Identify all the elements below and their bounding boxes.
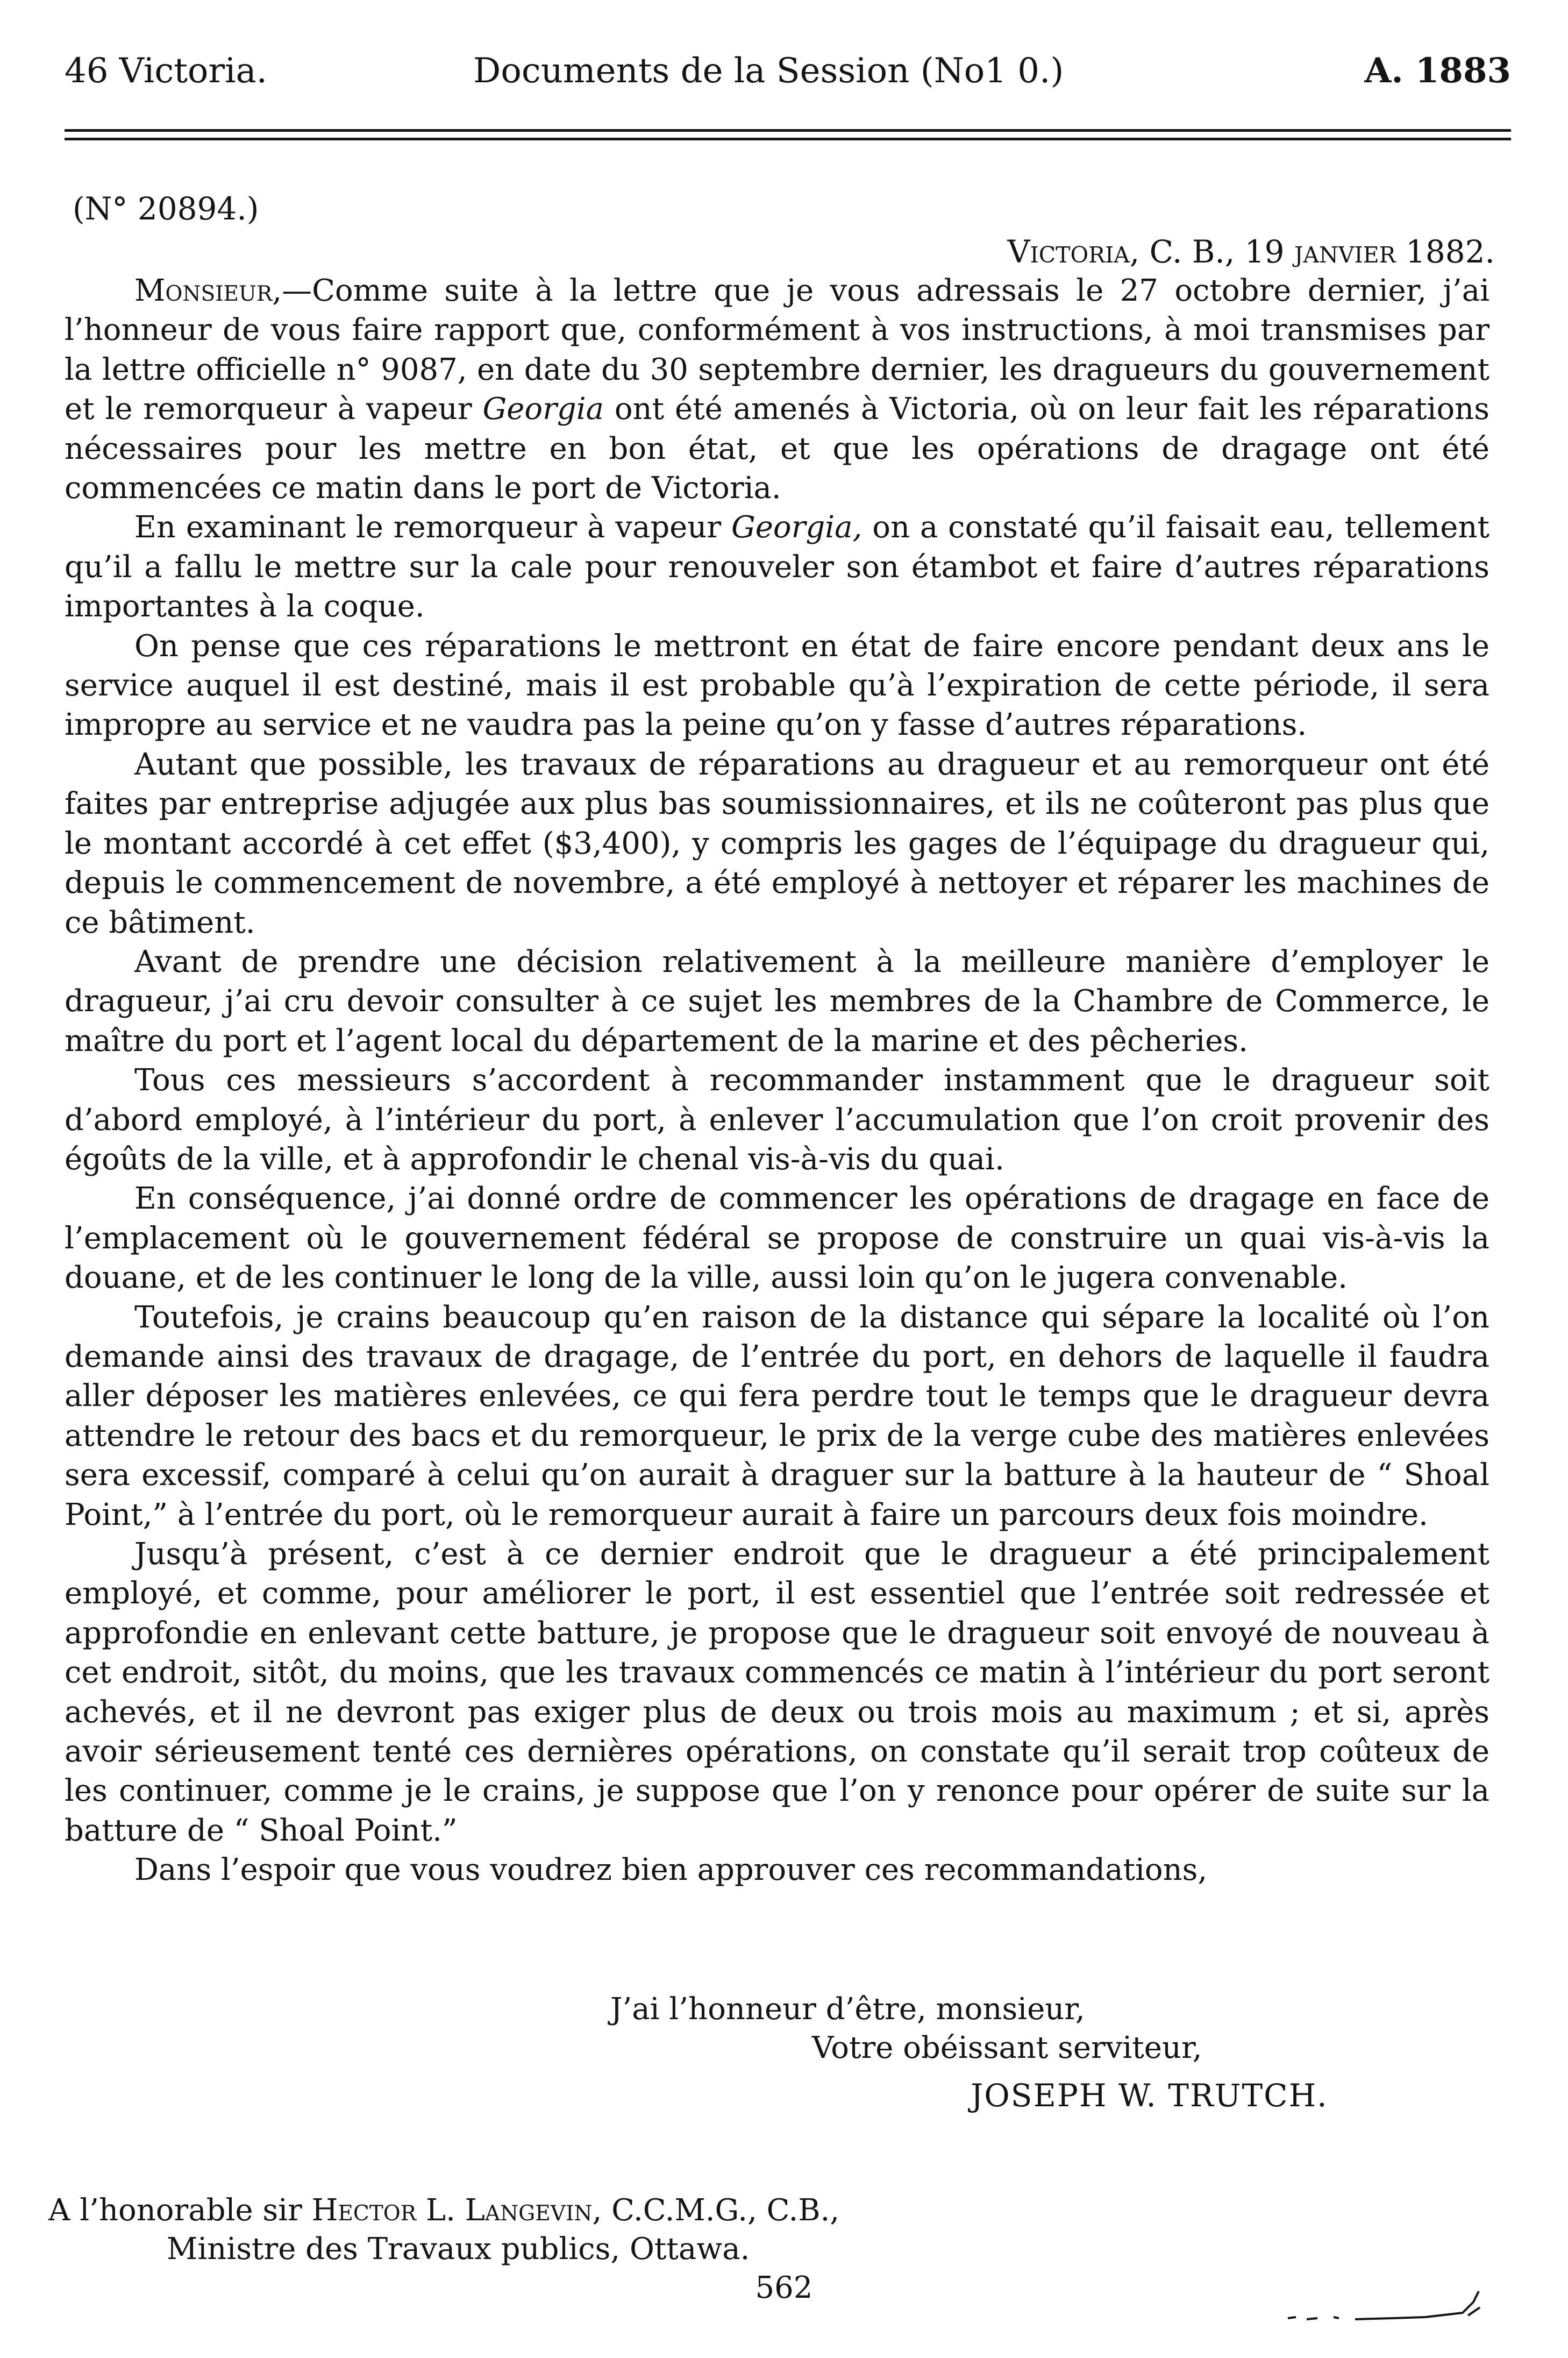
ink-scribble-mark <box>1285 2286 1489 2329</box>
paragraph-text: —Comme suite à la lettre que je vous adressais le 27 octobre dernier, j’ai l’honneur de vous faire rapport que, conformément à vos instructions, à moi transmises par la lettre officielle n° 9087, en date du 30 septembre dernier, les dragueurs du gouvernement et le remorqueur à vapeur <box>65 273 1489 427</box>
paragraph: En conséquence, j’ai donné ordre de commencer les opérations de dragage en face de l’emplacement où le gouvernement fédéral se propose de construire un quai vis-à-vis la douane, et de les continuer le long de la ville, aussi loin qu’on le jugera convenable. <box>65 1181 1489 1296</box>
letter-body <box>65 271 1489 1890</box>
paragraph: Jusqu’à présent, c’est à ce dernier endroit que le dragueur a été principalement employé, et comme, pour améliorer le port, il est essentiel que l’entrée soit redressée et approfondie en enlevant cette batture, je propose que le dragueur soit envoyé de nouveau à cet endroit, sitôt, du moins, que les travaux commencés ce matin à l’intérieur du port seront achevés, et il ne devront pas exiger plus de deux ou trois mois au maximum ; et si, après avoir sérieusement tenté ces dernières opérations, on constate qu’il serait trop coûteux de les continuer, comme je le crains, je suppose que l’on y renonce pour opérer de suite sur la batture de “ Shoal Point.” <box>65 1537 1489 1848</box>
header-volume: 46 Victoria. <box>65 51 267 91</box>
salutation: Monsieur, <box>134 273 282 308</box>
addressee-line <box>48 2191 839 2230</box>
addressee-suffix: , C.C.M.G., C.B., <box>592 2193 840 2228</box>
paragraph: Toutefois, je crains beaucoup qu’en raison de la distance qui sépare la localité où l’on demande ainsi des travaux de dragage, de l’entrée du port, en dehors de laquelle il faudra aller déposer les matières enlevées, ce qui fera perdre tout le temps que le dragueur devra attendre le retour des bacs et du remorqueur, le prix de la verge cube des matières enlevées sera excessif, comparé à celui qu’on aurait à draguer sur la batture à la hauteur de “ Shoal Point,” à l’entrée du port, où le remorqueur aurait à faire un parcours deux fois moindre. <box>65 1299 1489 1532</box>
paragraph: On pense que ces réparations le mettront en état de faire encore pendant deux ans le service auquel il est destiné, mais il est probable qu’à l’expiration de cette période, il sera impropre au service et ne vaudra pas la peine qu’on y fasse d’autres réparations. <box>65 628 1489 743</box>
paragraph-text: on a constaté qu’il faisait eau, tellement qu’il a fallu le mettre sur la cale pour renouveler son étambot et faire d’autres réparations importantes à la coque. <box>65 510 1489 624</box>
paragraph <box>65 508 1489 626</box>
paragraph: Dans l’espoir que vous voudrez bien approuver ces recommandations, <box>134 1852 1208 1888</box>
paragraph: Tous ces messieurs s’accordent à recommander instamment que le dragueur soit d’abord employé, à l’intérieur du port, à enlever l’accumulation que l’on croit provenir des égoûts de la ville, et à approfondir le chenal vis-à-vis du quai. <box>65 1063 1489 1177</box>
page-number: 562 <box>755 2270 813 2305</box>
closing-line: Votre obéissant serviteur, <box>812 2030 1202 2065</box>
dateline: Victoria, C. B., 19 janvier 1882. <box>1007 233 1495 270</box>
paragraph: Autant que possible, les travaux de réparations au dragueur et au remorqueur ont été faites par entreprise adjugée aux plus bas soumissionnaires, et ils ne coûteront pas plus que le montant accordé à cet effet ($3,400), y compris les gages de l’équipage du dragueur qui, depuis le commencement de novembre, a été employé à nettoyer et réparer les machines de ce bâtiment. <box>65 747 1489 940</box>
paragraph: Avant de prendre une décision relativement à la meilleure manière d’employer le dragueur, j’ai cru devoir consulter à ce sujet les membres de la Chambre de Commerce, le maître du port et l’agent local du département de la marine et des pêcheries. <box>65 944 1489 1059</box>
addressee-title: Ministre des Travaux publics, Ottawa. <box>167 2232 750 2267</box>
vessel-name: Georgia, <box>731 510 863 545</box>
header-rule-bottom <box>65 138 1511 140</box>
header-year: A. 1883 <box>1364 51 1511 91</box>
vessel-name: Georgia <box>482 392 604 427</box>
paragraph <box>65 271 1489 508</box>
paragraph-text: En examinant le remorqueur à vapeur <box>134 510 722 545</box>
header-rule-top <box>65 129 1511 132</box>
header-title: Documents de la Session (No1 0.) <box>473 51 1064 91</box>
addressee-prefix: A l’honorable sir <box>48 2193 312 2228</box>
document-number: (N° 20894.) <box>73 190 259 227</box>
signature: JOSEPH W. TRUTCH. <box>971 2077 1328 2114</box>
closing-line: J’ai l’honneur d’être, monsieur, <box>610 1992 1085 2027</box>
running-header <box>65 49 1511 93</box>
addressee-name: Hector L. Langevin <box>311 2193 593 2228</box>
paragraph-text: ont été amenés à Victoria, où on leur fait les réparations nécessaires pour les mettre en bon état, et que les opérations de dragage ont été commencées ce matin dans le port de Victoria. <box>65 392 1489 506</box>
